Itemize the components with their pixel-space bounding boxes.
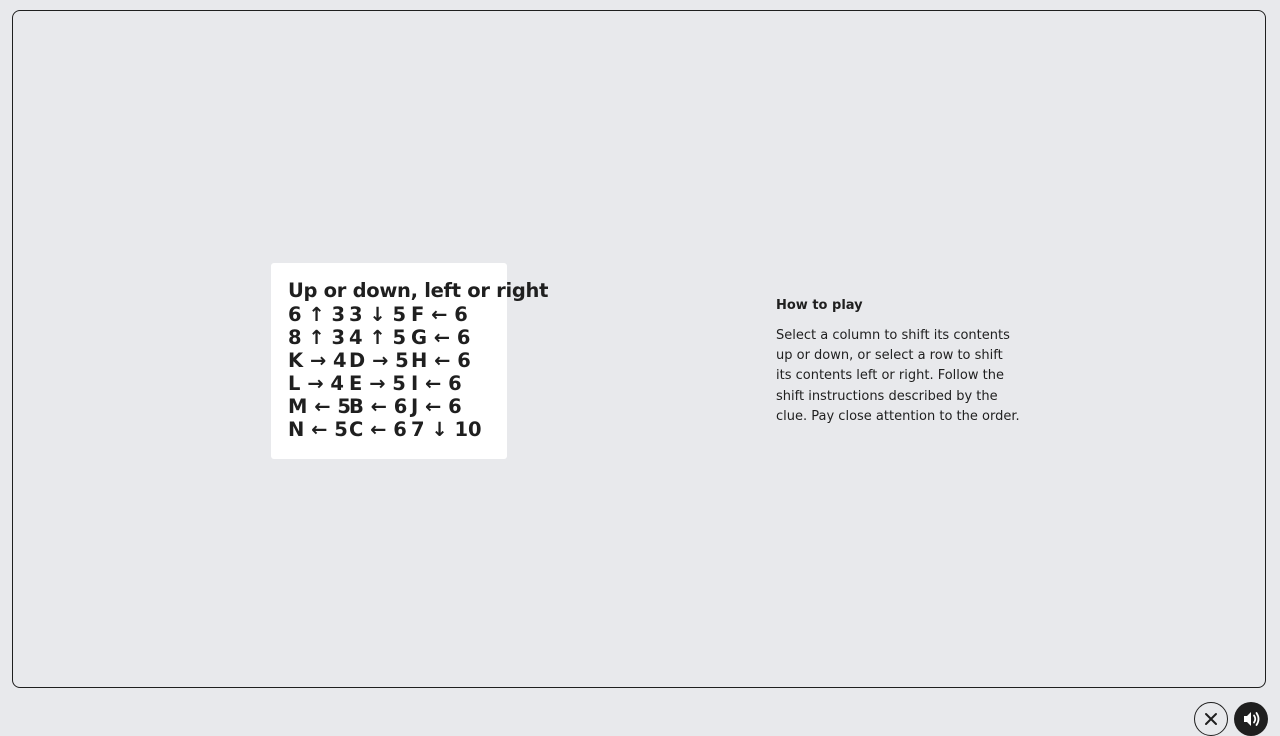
clue-instruction: K → 4 [288,349,347,372]
sound-button[interactable] [1234,702,1268,736]
clue-row [288,418,507,441]
how-to-play-panel [776,297,1026,427]
clue-row [288,303,507,326]
clue-row [288,326,507,349]
clue-row [288,372,507,395]
clue-instruction: J ← 6 [411,395,462,418]
how-to-play-body: Select a column to shift its contents up or down, or select a row to shift its contents left or right. Follow the shift instructions described by the clue. Pay close attention to the order. [776,328,1020,424]
clue-instruction: 6 ↑ 3 [288,303,346,326]
clue-instruction: D → 5 [349,349,409,372]
close-icon [1203,711,1219,727]
clue-instruction: 3 ↓ 5 [349,303,407,326]
clue-instruction: C ← 6 [349,418,407,441]
speaker-icon [1241,709,1261,729]
clue-instruction: 8 ↑ 3 [288,326,346,349]
close-button[interactable] [1194,702,1228,736]
clue-instruction: H ← 6 [411,349,471,372]
clue-instruction: I ← 6 [411,372,462,395]
clue-instruction: N ← 5 [288,418,348,441]
clue-instruction: 7 ↓ 10 [411,418,482,441]
clue-instruction: F ← 6 [411,303,468,326]
clue-instruction: 4 ↑ 5 [349,326,407,349]
how-to-play-title: How to play [776,298,863,313]
clue-instruction: G ← 6 [411,326,471,349]
game-frame [12,10,1266,688]
clue-instruction: M ← 5 [288,395,351,418]
clue-instruction: E → 5 [349,372,406,395]
clue-instruction: B ← 6 [349,395,408,418]
clue-instruction: L → 4 [288,372,344,395]
clue-row [288,349,507,372]
clue-title: Up or down, left or right [288,279,549,302]
clue-row [288,395,507,418]
clue-card [271,263,549,459]
